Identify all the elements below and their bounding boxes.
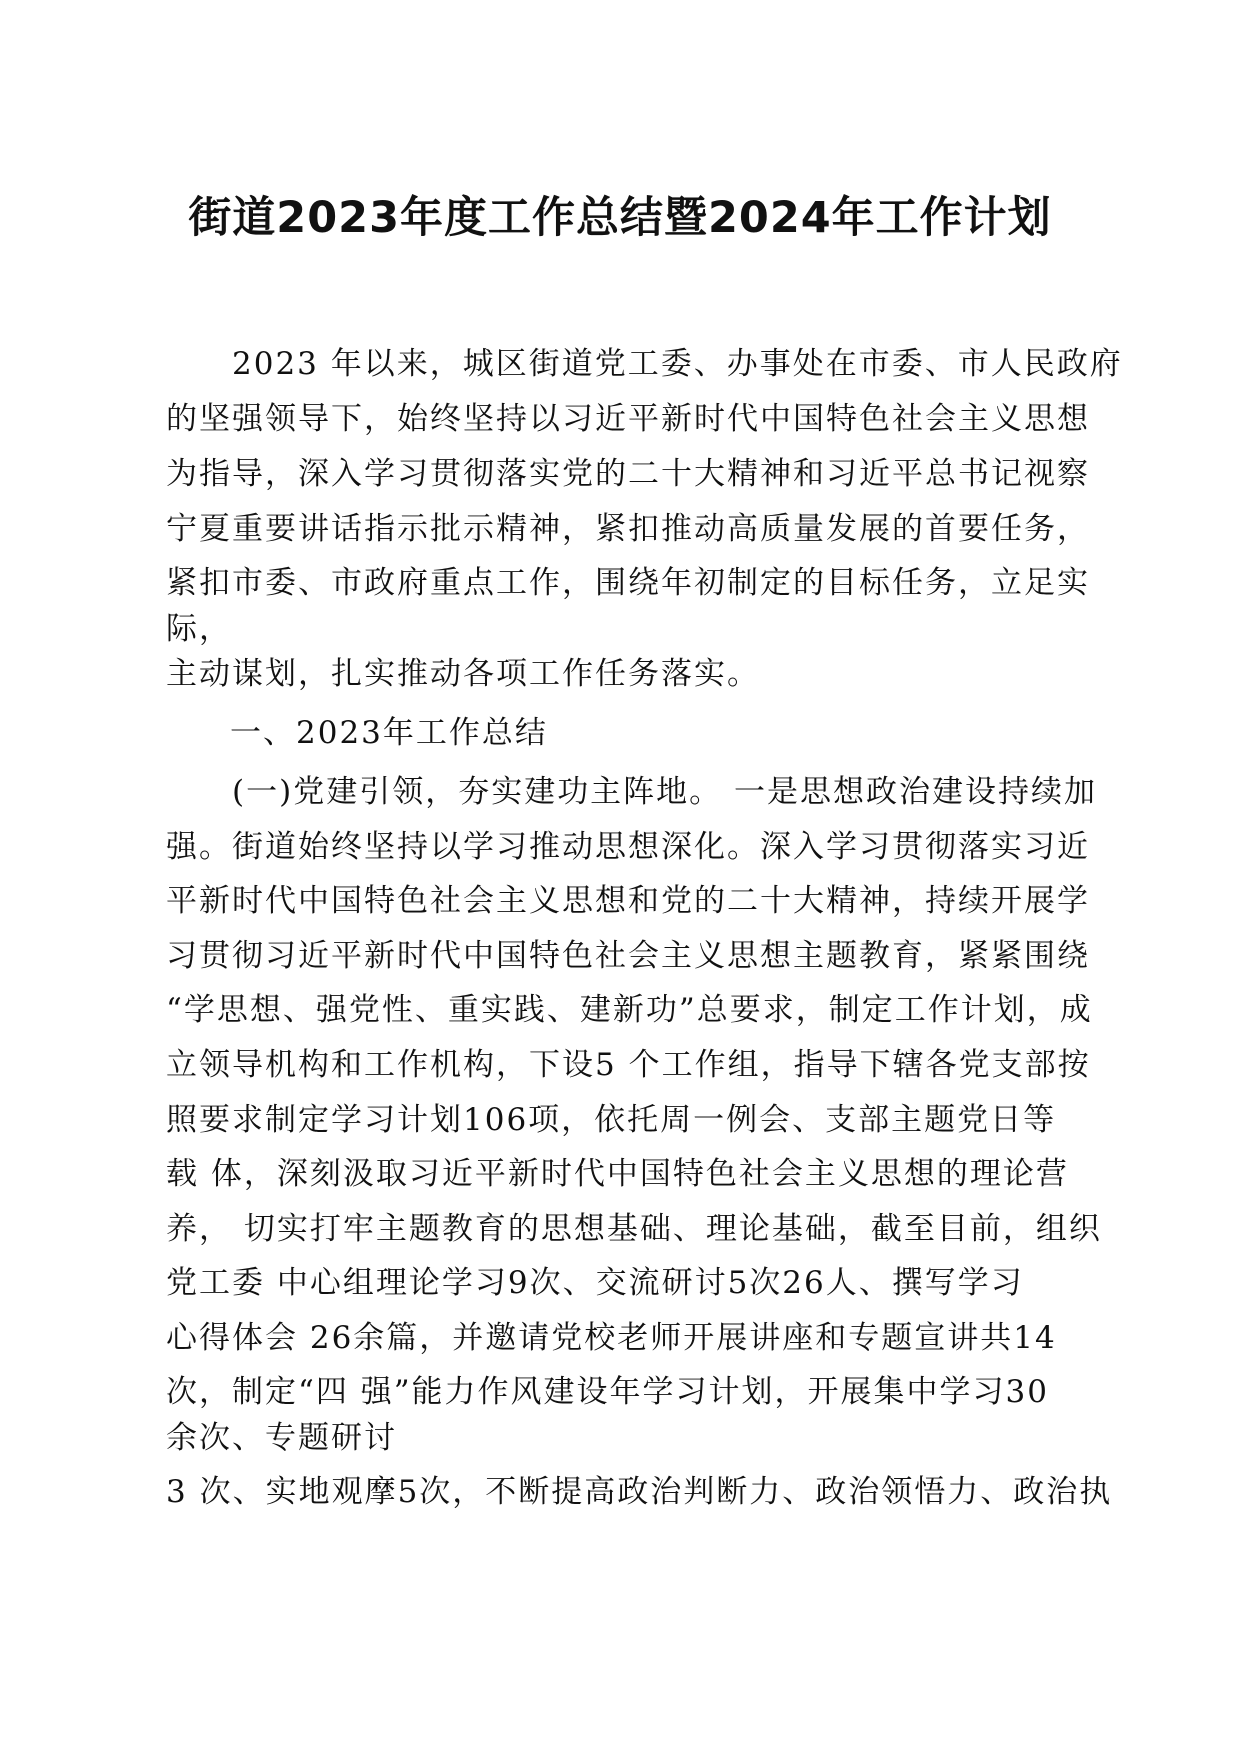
paragraph-line: 心得体会 26余篇，并邀请党校老师开展讲座和专题宣讲共14 [166, 1320, 1057, 1356]
paragraph-line: 主动谋划，扎实推动各项工作任务落实。 [166, 656, 760, 692]
paragraph-line: 紧扣市委、市政府重点工作，围绕年初制定的目标任务，立足实 [166, 565, 1090, 601]
paragraph-line: 的坚强领导下，始终坚持以习近平新时代中国特色社会主义思想 [166, 401, 1090, 437]
document-title: 街道2023年度工作总结暨2024年工作计划 [188, 193, 1052, 243]
paragraph-line: 2023 年以来，城区街道党工委、办事处在市委、市人民政府 [232, 346, 1123, 382]
paragraph-line: 习贯彻习近平新时代中国特色社会主义思想主题教育，紧紧围绕 [166, 938, 1090, 974]
paragraph-line: 强。街道始终坚持以学习推动思想深化。深入学习贯彻落实习近 [166, 829, 1090, 865]
paragraph-line: 照要求制定学习计划106项，依托周一例会、支部主题党日等 [166, 1102, 1057, 1138]
paragraph-line: 次，制定“四 强”能力作风建设年学习计划，开展集中学习30 [166, 1374, 1049, 1410]
paragraph-line: 余次、专题研讨 [166, 1420, 397, 1456]
paragraph-line: 3 次、实地观摩5次，不断提高政治判断力、政治领悟力、政治执 [166, 1474, 1113, 1510]
paragraph-line: 党工委 中心组理论学习9次、交流研讨5次26人、撰写学习 [166, 1265, 1024, 1301]
section-heading: 一、2023年工作总结 [230, 715, 548, 751]
paragraph-line: “学思想、强党性、重实践、建新功”总要求，制定工作计划，成 [166, 992, 1093, 1028]
paragraph-line: 立领导机构和工作机构，下设5 个工作组，指导下辖各党支部按 [166, 1047, 1091, 1083]
paragraph-line: 宁夏重要讲话指示批示精神，紧扣推动高质量发展的首要任务， [166, 511, 1090, 547]
paragraph-line: 养， 切实打牢主题教育的思想基础、理论基础，截至目前，组织 [166, 1211, 1102, 1247]
paragraph-line: 为指导，深入学习贯彻落实党的二十大精神和习近平总书记视察 [166, 456, 1090, 492]
paragraph-line: 平新时代中国特色社会主义思想和党的二十大精神，持续开展学 [166, 883, 1090, 919]
subsection-heading-line: (一)党建引领，夯实建功主阵地。 一是思想政治建设持续加 [232, 774, 1098, 810]
paragraph-line: 载 体，深刻汲取习近平新时代中国特色社会主义思想的理论营 [166, 1156, 1069, 1192]
paragraph-line: 际， [166, 611, 232, 647]
